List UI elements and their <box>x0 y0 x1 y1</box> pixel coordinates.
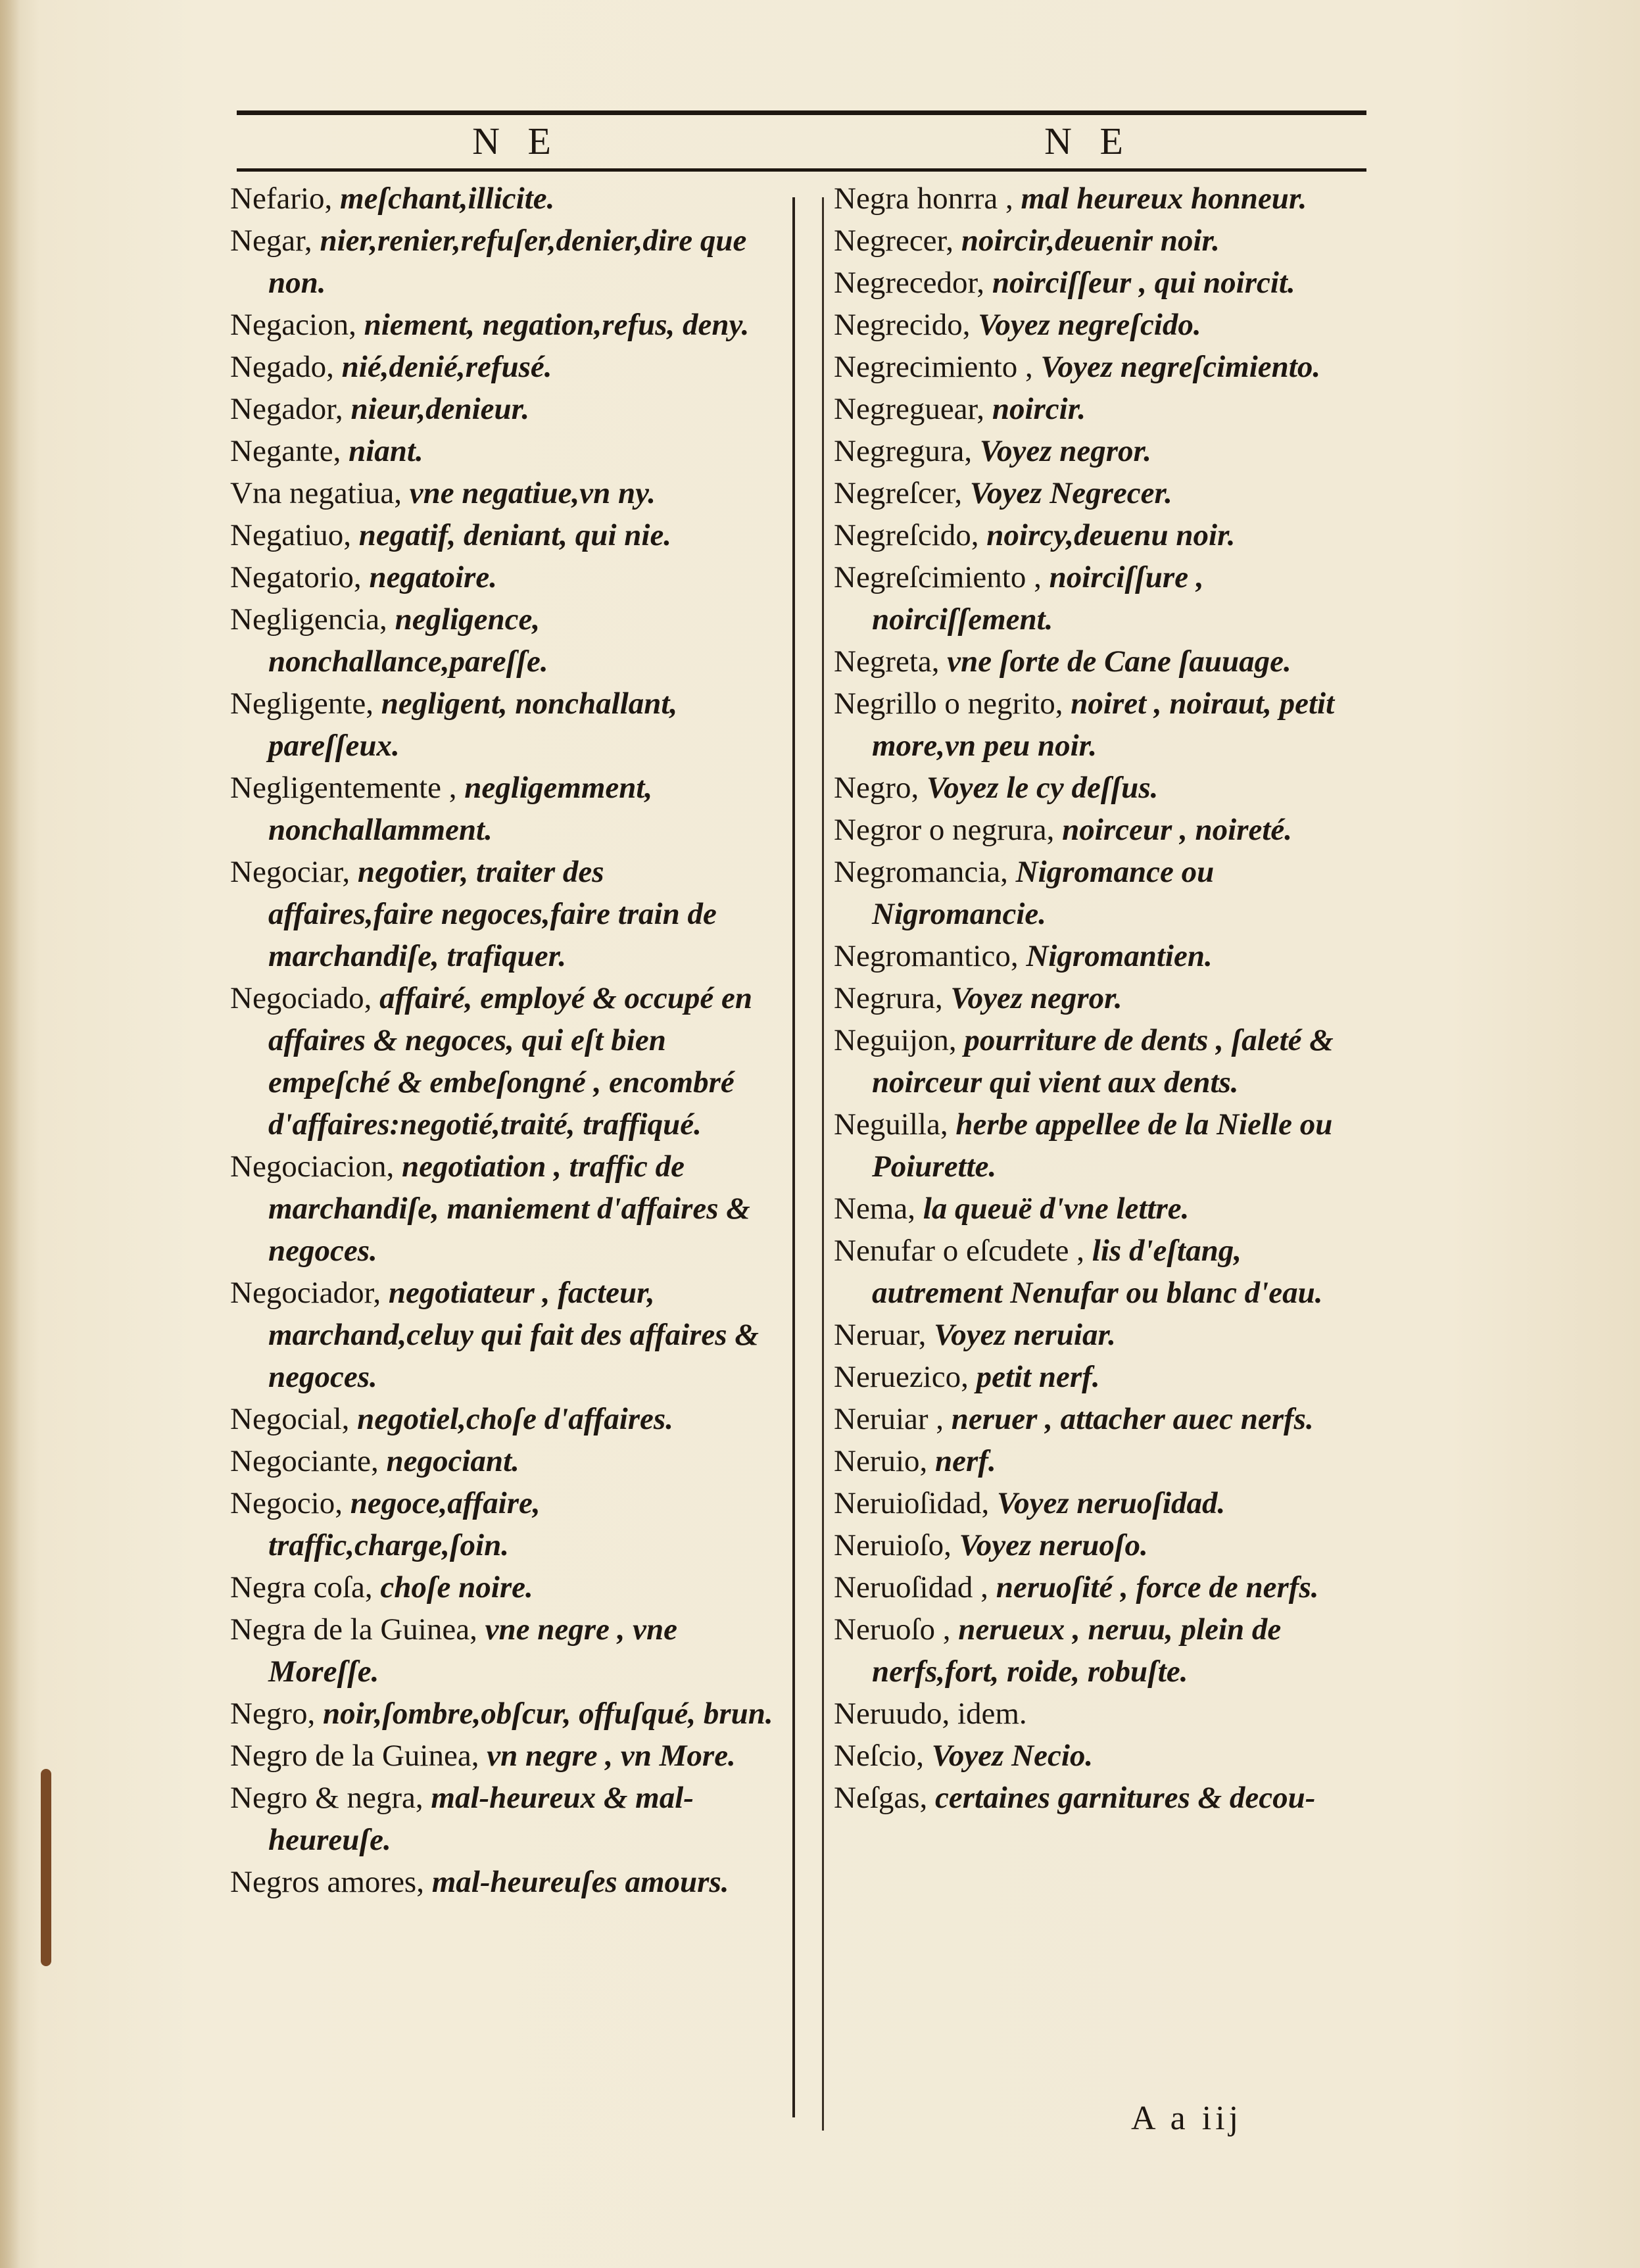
dictionary-entry <box>834 346 1380 388</box>
entry-headword: Negro & negra, <box>230 1781 431 1815</box>
dictionary-entry <box>834 767 1380 809</box>
entry-definition: nier,renier,refuſer,denier,dire que non. <box>268 224 747 300</box>
entry-headword: Negador, <box>230 392 351 426</box>
entry-definition: neruoſité , force de nerfs. <box>996 1570 1319 1604</box>
entry-definition: negotier, traiter des affaires,faire negoces,faire train de marchandiſe, trafiquer. <box>268 855 717 973</box>
dictionary-entry <box>230 556 776 598</box>
dictionary-entry <box>230 178 776 220</box>
dictionary-entry <box>230 767 776 851</box>
entry-definition: noirceur , noireté. <box>1062 813 1293 847</box>
entry-definition: neruer , attacher auec nerfs. <box>951 1402 1314 1436</box>
dictionary-entry <box>834 1188 1380 1230</box>
entry-headword: Negar, <box>230 224 320 258</box>
dictionary-entry <box>834 1398 1380 1440</box>
entry-headword: Negado, <box>230 350 342 384</box>
entry-headword: Neruioſidad, <box>834 1486 997 1520</box>
entry-definition: vne ſorte de Cane ſauuage. <box>947 644 1291 679</box>
dictionary-entry <box>834 1566 1380 1608</box>
entry-headword: Negro, <box>834 771 927 805</box>
entry-definition: Voyez le cy deſſus. <box>926 771 1159 805</box>
entry-headword: Negro de la Guinea, <box>230 1739 487 1773</box>
dictionary-entry <box>230 851 776 977</box>
entry-definition: mal-heureuſes amours. <box>431 1865 729 1899</box>
entry-headword: Negociador, <box>230 1276 389 1310</box>
dictionary-entry <box>834 1356 1380 1398</box>
dictionary-entry <box>834 1019 1380 1103</box>
dictionary-entry <box>230 1272 776 1398</box>
left-column <box>230 178 776 1903</box>
entry-definition: vne negre , vne Moreſſe. <box>268 1612 677 1689</box>
entry-definition: Nigromance ou Nigromancie. <box>872 855 1215 931</box>
entry-definition: Voyez neruiar. <box>934 1318 1116 1352</box>
dictionary-entry <box>230 1861 776 1903</box>
entry-definition: Voyez Negrecer. <box>969 476 1172 510</box>
spine-shadow <box>0 0 20 2268</box>
entry-definition: Nigromantien. <box>1026 939 1213 973</box>
entry-headword: Vna negatiua, <box>230 476 410 510</box>
entry-headword: Negromancia, <box>834 855 1016 889</box>
entry-definition: choſe noire. <box>380 1570 533 1604</box>
entry-headword: Neruiar , <box>834 1402 952 1436</box>
dictionary-entry <box>834 1314 1380 1356</box>
running-head-right: N E <box>1044 120 1132 162</box>
entry-headword: Negatorio, <box>230 560 370 594</box>
entry-definition: Voyez Necio. <box>931 1739 1094 1773</box>
dictionary-entry <box>834 262 1380 304</box>
entry-definition: noirciſſure , noirciſſement. <box>872 560 1204 637</box>
right-column <box>834 178 1380 1819</box>
entry-headword: Nema, <box>834 1192 923 1226</box>
dictionary-entry <box>230 1398 776 1440</box>
dictionary-entry <box>230 304 776 346</box>
dictionary-entry <box>230 1440 776 1482</box>
entry-headword: Negrecimiento , <box>834 350 1041 384</box>
entry-headword: Neruoſidad , <box>834 1570 996 1604</box>
header-rule-top <box>237 110 1366 115</box>
dictionary-entry <box>230 1735 776 1777</box>
entry-definition: nieur,denieur. <box>350 392 530 426</box>
entry-definition: nié,denié,refusé. <box>341 350 552 384</box>
entry-definition: negociant. <box>386 1444 519 1478</box>
entry-headword: Negligencia, <box>230 602 395 637</box>
entry-definition: Voyez negror. <box>979 434 1151 468</box>
entry-headword: Neguilla, <box>834 1107 956 1142</box>
dictionary-entry <box>230 220 776 304</box>
entry-definition: lis d'eſtang, autrement Nenufar ou blanc d'eau. <box>872 1234 1323 1310</box>
entry-headword: Negante, <box>230 434 349 468</box>
entry-headword: Negociar, <box>230 855 358 889</box>
entry-definition: negotiation , traffic de marchandiſe, maniement d'affaires & negoces. <box>268 1149 750 1268</box>
entry-definition: noir,ſombre,obſcur, offuſqué, brun. <box>322 1697 773 1731</box>
header-rule-bottom <box>237 168 1366 172</box>
entry-headword: Negatiuo, <box>230 518 359 552</box>
column-divider <box>792 197 795 2117</box>
dictionary-entry <box>834 514 1380 556</box>
entry-headword: Negreguear, <box>834 392 992 426</box>
dictionary-entry <box>834 178 1380 220</box>
entry-headword: Negregura, <box>834 434 980 468</box>
dictionary-entry <box>230 1146 776 1272</box>
signature-mark: A a iij <box>1131 2100 1243 2137</box>
dictionary-entry <box>834 977 1380 1019</box>
entry-headword: Negrecedor, <box>834 266 992 300</box>
dictionary-entry <box>834 640 1380 683</box>
dictionary-entry <box>230 1566 776 1608</box>
entry-headword: Neſcio, <box>834 1739 932 1773</box>
entry-definition: negligence, nonchallance,pareſſe. <box>268 602 548 679</box>
entry-definition: negatif, deniant, qui nie. <box>358 518 672 552</box>
dictionary-entry <box>834 430 1380 472</box>
dictionary-entry <box>834 1103 1380 1188</box>
entry-headword: Negra coſa, <box>230 1570 381 1604</box>
entry-headword: Neruar, <box>834 1318 934 1352</box>
dictionary-entry <box>230 1777 776 1861</box>
entry-headword: Neruioſo, <box>834 1528 959 1562</box>
entry-definition: affairé, employé & occupé en affaires & negoces, qui eſt bien empeſché & embeſongné , encombré d'affaires:negotié,traité, traffiqué. <box>268 981 752 1142</box>
entry-definition: negoce,affaire, traffic,charge,ſoin. <box>268 1486 541 1562</box>
entry-headword: Negociado, <box>230 981 380 1015</box>
entry-definition: Voyez negror. <box>950 981 1122 1015</box>
entry-headword: Negra honrra , <box>834 181 1021 216</box>
dictionary-entry <box>834 556 1380 640</box>
entry-definition: negligent, nonchallant, pareſſeux. <box>268 687 678 763</box>
dictionary-entry <box>230 430 776 472</box>
entry-headword: Neguijon, <box>834 1023 965 1057</box>
entry-definition: Voyez neruoſo. <box>959 1528 1148 1562</box>
entry-definition: negligemment, nonchallamment. <box>268 771 653 847</box>
dictionary-entry <box>834 220 1380 262</box>
dictionary-entry <box>230 388 776 430</box>
dictionary-entry <box>230 1693 776 1735</box>
dictionary-entry <box>230 1608 776 1693</box>
dictionary-entry <box>230 1482 776 1566</box>
entry-definition: certaines garnitures & decou- <box>935 1781 1316 1815</box>
entry-definition: noircy,deuenu noir. <box>986 518 1236 552</box>
running-head-left: N E <box>472 120 560 162</box>
entry-headword: Negreta, <box>834 644 948 679</box>
dictionary-entry <box>834 388 1380 430</box>
dictionary-entry <box>834 1608 1380 1693</box>
entry-definition: niement, negation,refus, deny. <box>364 308 750 342</box>
entry-headword: Negociante, <box>230 1444 387 1478</box>
entry-headword: Negligente, <box>230 687 381 721</box>
dictionary-entry <box>834 1440 1380 1482</box>
entry-headword: Neruezico, <box>834 1360 977 1394</box>
entry-definition: nerueux , neruu, plein de nerfs,fort, roide, robuſte. <box>872 1612 1282 1689</box>
dictionary-entry <box>230 598 776 683</box>
entry-headword: Nenufar o eſcudete , <box>834 1234 1092 1268</box>
dictionary-entry <box>834 1524 1380 1566</box>
entry-definition: vne negatiue,vn ny. <box>409 476 656 510</box>
entry-headword: Negro, <box>230 1697 323 1731</box>
dictionary-entry <box>834 1482 1380 1524</box>
dictionary-entry <box>834 304 1380 346</box>
entry-headword: Negacion, <box>230 308 364 342</box>
entry-headword: Negrillo o negrito, <box>834 687 1071 721</box>
dictionary-entry <box>230 346 776 388</box>
entry-definition: noircir. <box>992 392 1086 426</box>
entry-definition: la queuë d'vne lettre. <box>923 1192 1190 1226</box>
entry-headword: Negligentemente , <box>230 771 465 805</box>
dictionary-entry <box>230 472 776 514</box>
entry-definition: mal-heureux & mal-heureuſe. <box>268 1781 694 1857</box>
dictionary-entry <box>834 1735 1380 1777</box>
dictionary-entry <box>834 1230 1380 1314</box>
entry-headword: Negreſcido, <box>834 518 987 552</box>
entry-headword: Negreſcimiento , <box>834 560 1049 594</box>
entry-definition: negatoire. <box>369 560 497 594</box>
entry-definition: noircir,deuenir noir. <box>961 224 1220 258</box>
entry-definition: noirciſſeur , qui noircit. <box>992 266 1295 300</box>
entry-definition: petit nerf. <box>976 1360 1100 1394</box>
entry-definition: meſchant,illicite. <box>340 181 555 216</box>
entry-headword: Negromantico, <box>834 939 1026 973</box>
entry-definition: Voyez neruoſidad. <box>997 1486 1226 1520</box>
entry-headword: Nefario, <box>230 181 341 216</box>
margin-stain <box>41 1769 51 1966</box>
dictionary-entry <box>834 809 1380 851</box>
dictionary-entry <box>230 977 776 1146</box>
entry-headword: Neſgas, <box>834 1781 936 1815</box>
dictionary-entry <box>834 683 1380 767</box>
dictionary-entry <box>834 935 1380 977</box>
entry-headword: Neruio, <box>834 1444 936 1478</box>
entry-headword: Negrecer, <box>834 224 961 258</box>
entry-headword: Negrecido, <box>834 308 978 342</box>
entry-headword: Negra de la Guinea, <box>230 1612 485 1647</box>
entry-headword: Negreſcer, <box>834 476 970 510</box>
entry-definition: nerf. <box>935 1444 996 1478</box>
entry-headword: Negociacion, <box>230 1149 402 1184</box>
dictionary-entry <box>834 851 1380 935</box>
entry-definition: herbe appellee de la Nielle ou Poiurette. <box>872 1107 1333 1184</box>
entry-headword: Negocio, <box>230 1486 350 1520</box>
entry-headword: Neruudo, idem. <box>834 1697 1027 1731</box>
entry-definition: vn negre , vn More. <box>487 1739 736 1773</box>
entry-headword: Neruoſo , <box>834 1612 959 1647</box>
entry-definition: negotiel,choſe d'affaires. <box>357 1402 673 1436</box>
entry-definition: pourriture de dents , ſaleté & noirceur qui vient aux dents. <box>872 1023 1334 1099</box>
entry-headword: Negocial, <box>230 1402 358 1436</box>
entry-headword: Negros amores, <box>230 1865 432 1899</box>
dictionary-entry <box>230 683 776 767</box>
entry-definition: mal heureux honneur. <box>1021 181 1307 216</box>
entry-headword: Negrura, <box>834 981 951 1015</box>
entry-definition: niant. <box>349 434 423 468</box>
dictionary-entry <box>834 1693 1380 1735</box>
entry-definition: negotiateur , facteur, marchand,celuy qui fait des affaires & negoces. <box>268 1276 759 1394</box>
dictionary-entry <box>834 472 1380 514</box>
dictionary-entry <box>230 514 776 556</box>
entry-definition: Voyez negreſcimiento. <box>1040 350 1321 384</box>
column-divider-second <box>822 197 824 2131</box>
dictionary-entry <box>834 1777 1380 1819</box>
entry-definition: Voyez negreſcido. <box>978 308 1201 342</box>
entry-definition: noiret , noiraut, petit more,vn peu noir. <box>872 687 1335 763</box>
entry-headword: Negror o negrura, <box>834 813 1063 847</box>
